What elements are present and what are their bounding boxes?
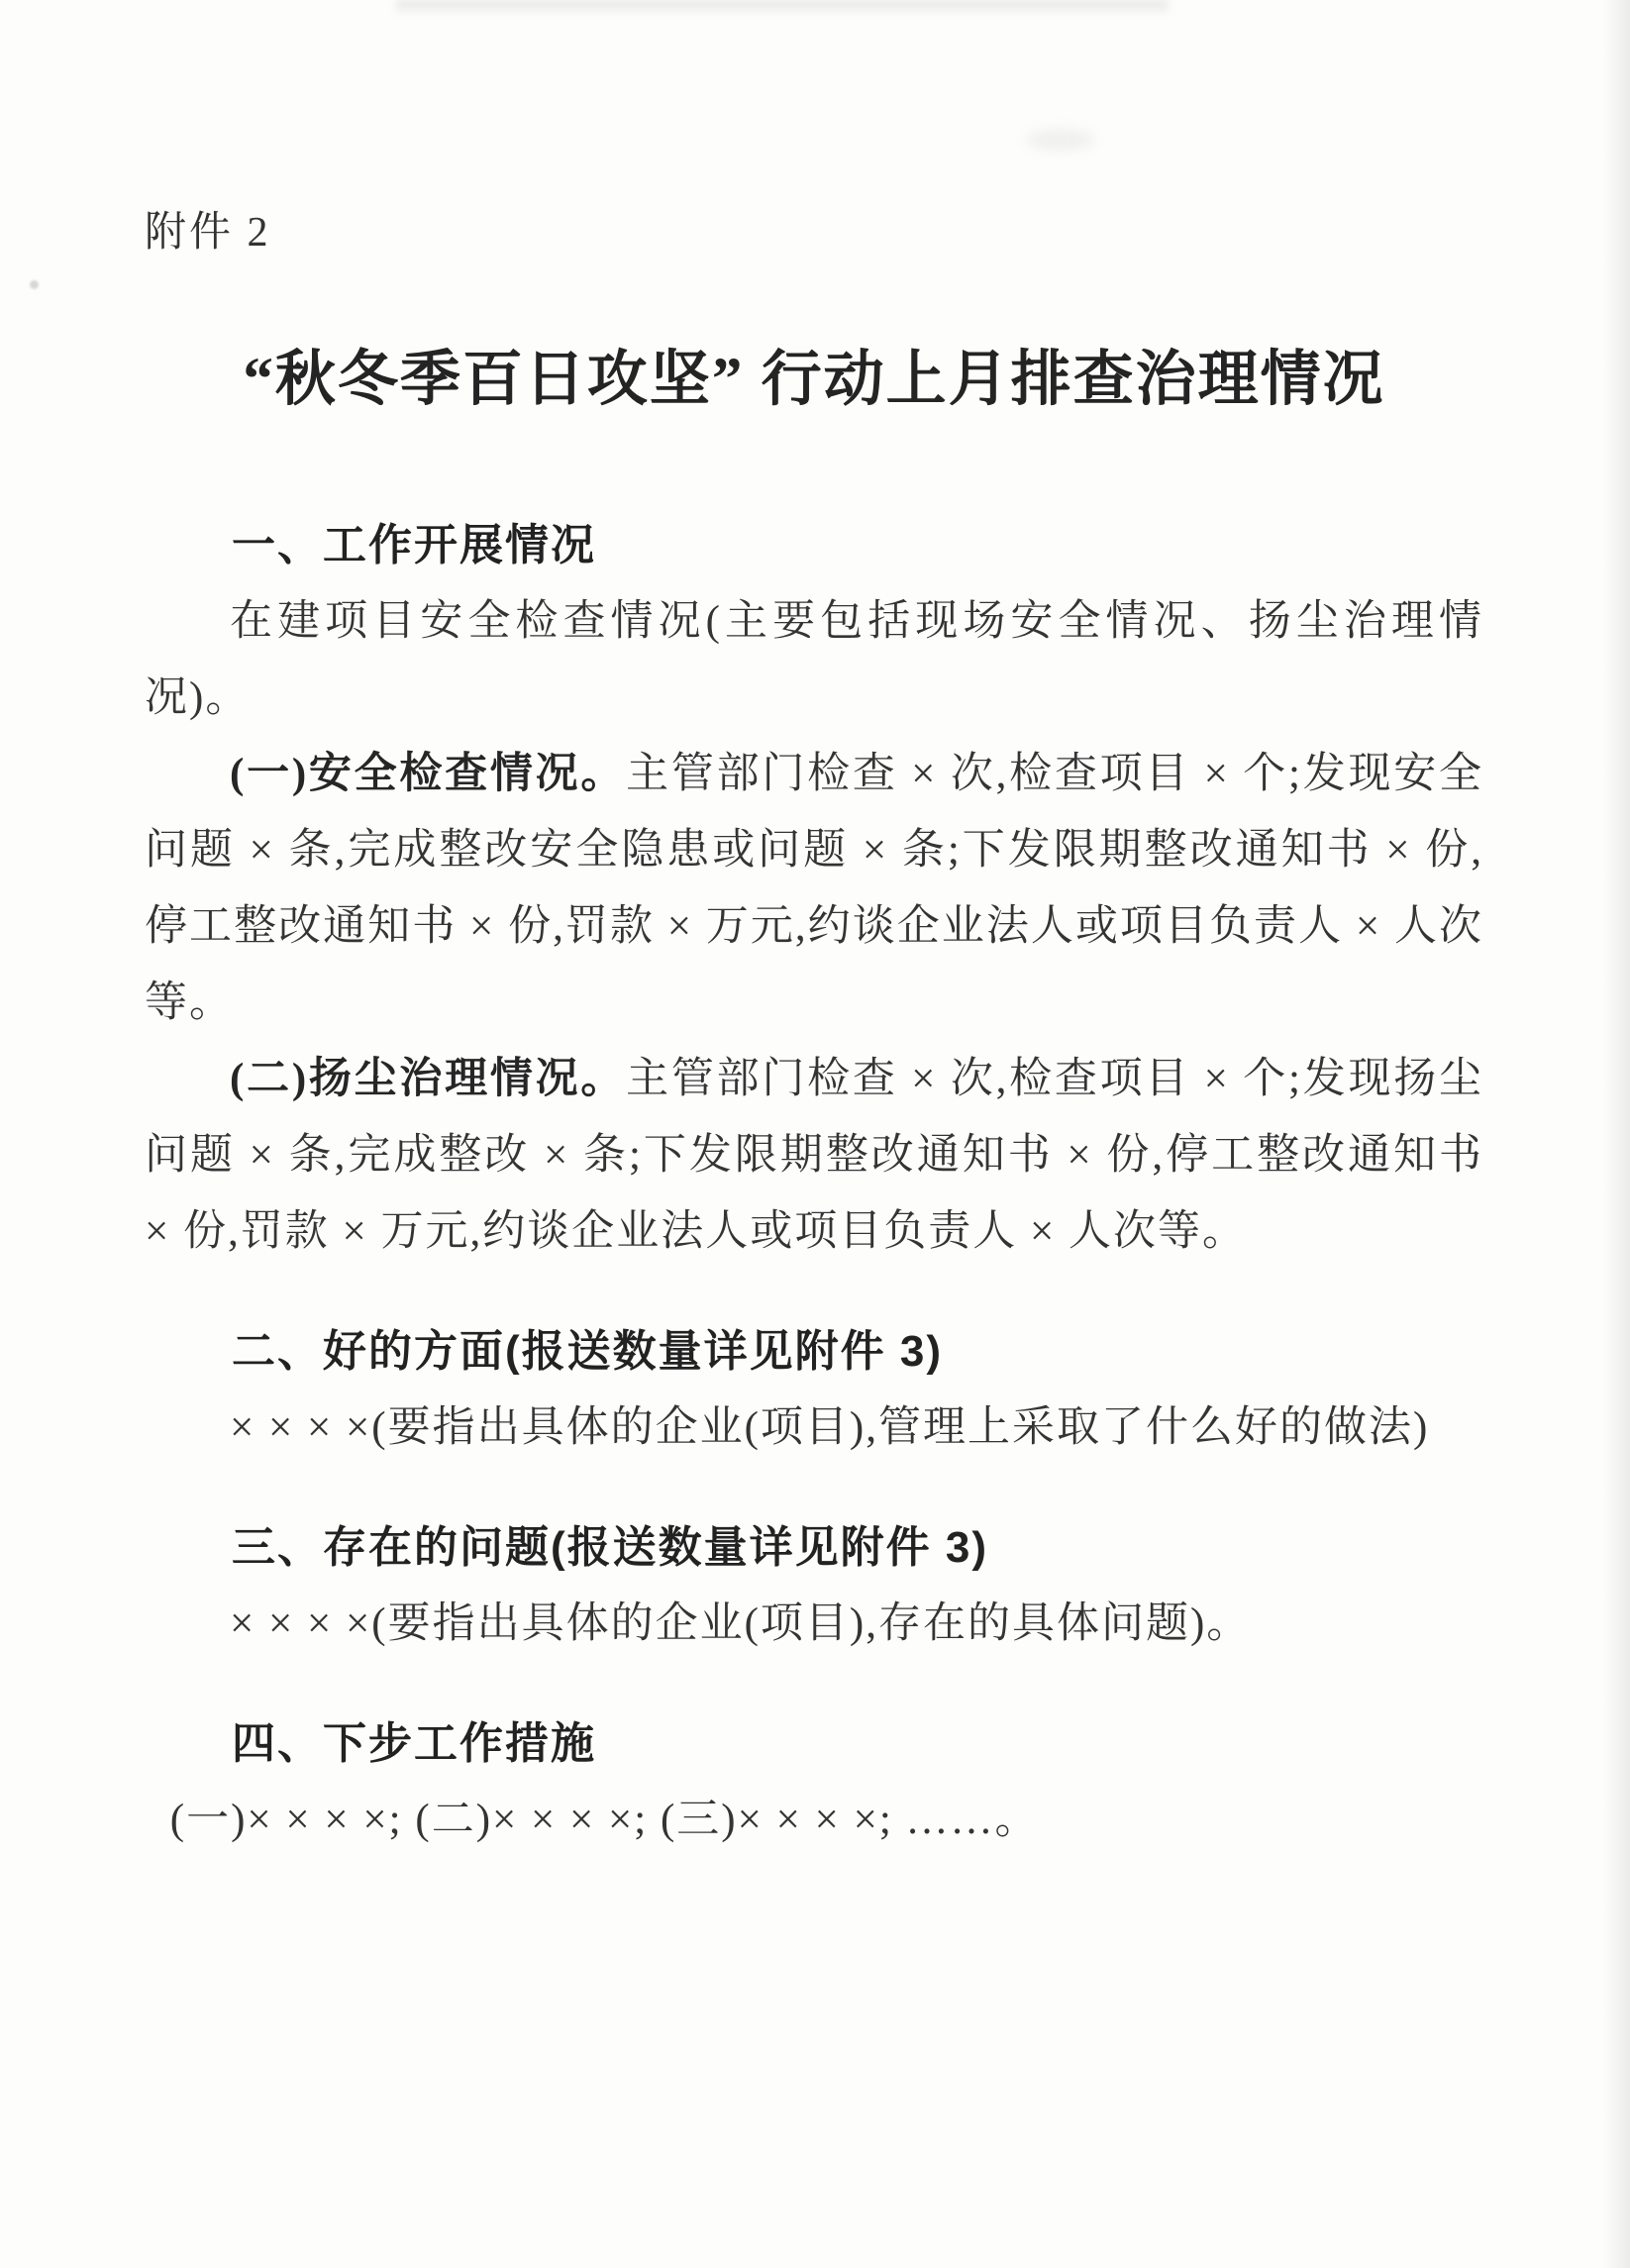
item-label-safety-inspection: (一)安全检查情况。	[230, 750, 627, 797]
scan-artifact-speck	[30, 280, 39, 289]
document-content	[145, 0, 1483, 1858]
attachment-label: 附件 2	[145, 210, 271, 256]
paragraph-next-steps: (一)× × × ×; (二)× × × ×; (三)× × × ×; ……。	[169, 1796, 1040, 1843]
paragraph-work-intro: 在建项目安全检查情况(主要包括现场安全情况、扬尘治理情况)。	[145, 597, 1483, 721]
document-title: “秋冬季百日攻坚” 行动上月排查治理情况	[243, 346, 1385, 413]
scan-artifact-right-shadow	[1602, 0, 1630, 2268]
item-text-dust-control: 主管部门检查 × 次,检查项目 × 个;发现扬尘问题 × 条,完成整改 × 条;下发限期整改通知书 × 份,停工整改通知书 × 份,罚款 × 万元,约谈企业法人或项目负责人 × 人次等。	[145, 1055, 1483, 1255]
section-heading-good-aspects: 二、好的方面(报送数量详见附件 3)	[232, 1326, 943, 1376]
item-label-dust-control: (二)扬尘治理情况。	[230, 1055, 627, 1102]
paragraph-safety-inspection	[145, 736, 1483, 1041]
section-heading-existing-problems: 三、存在的问题(报送数量详见附件 3)	[232, 1522, 988, 1572]
item-text-safety-inspection: 主管部门检查 × 次,检查项目 × 个;发现安全问题 × 条,完成整改安全隐患或问题 × 条;下发限期整改通知书 × 份,停工整改通知书 × 份,罚款 × 万元,约谈企业法人或项目负责人 × 人次等。	[145, 750, 1483, 1026]
section-heading-next-steps: 四、下步工作措施	[232, 1718, 596, 1768]
section-heading-work-progress: 一、工作开展情况	[232, 520, 596, 569]
paragraph-existing-problems: × × × ×(要指出具体的企业(项目),存在的具体问题)。	[230, 1599, 1252, 1647]
paragraph-dust-control	[145, 1041, 1483, 1270]
paragraph-good-aspects: × × × ×(要指出具体的企业(项目),管理上采取了什么好的做法)	[230, 1403, 1430, 1451]
